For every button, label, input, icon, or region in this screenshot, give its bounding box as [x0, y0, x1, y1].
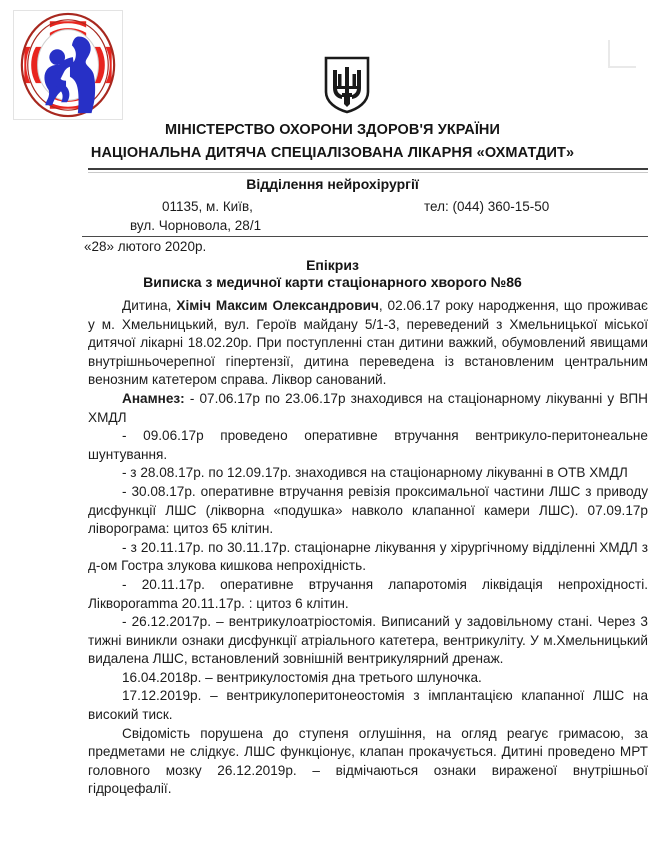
okhmatdyt-hospital-logo — [13, 10, 123, 120]
body-text-run: Дитина, — [122, 298, 177, 313]
street-address: вул. Чорновола, 28/1 — [130, 218, 262, 233]
paragraph-op-2017-12-26 — [88, 613, 648, 669]
body-text-run: Свідомість порушена до ступеня оглушіння, на огляд реагує гримасою, за предметами не слідкує. ЛШС функціонує, клапан прокачується. Дитині проведено МРТ головного мозку 26.12.2019р. – відмічаються ознаки вираженої внутрішньої гідроцефалії. — [88, 725, 648, 797]
paragraph-op-2017-08-30 — [88, 483, 648, 539]
paragraph-stay-2017-11-20 — [88, 539, 648, 576]
body-text-run: 17.12.2019р. – вентрикулоперитонеостомія з імплантацією клапанної ЛШС на високий тиск. — [88, 688, 648, 723]
crop-mark-corner — [608, 40, 636, 68]
emphasis-text: Анамнез: — [122, 390, 185, 406]
letterhead-divider-bottom — [82, 236, 648, 237]
paragraph-anamnesis — [88, 390, 648, 427]
body-text-run: - 07.06.17р по 23.06.17р знаходився на стаціонарному лікуванні у ВПН ХМДЛ — [88, 390, 648, 425]
paragraph-op-2018-04-16 — [88, 669, 648, 688]
paragraph-stay-2017-08-28 — [88, 464, 648, 483]
paragraph-op-2017-06-09 — [88, 427, 648, 464]
ukraine-trident-emblem — [324, 56, 370, 114]
body-text-run: - з 20.11.17р. по 30.11.17р. стаціонарне лікування у хірургічному відділенні ХМДЛ з д-ом Гостра злукова кишкова непрохідність. — [88, 539, 648, 574]
phone-number: тел: (044) 360-15-50 — [424, 199, 550, 214]
hospital-title: НАЦІОНАЛЬНА ДИТЯЧА СПЕЦІАЛІЗОВАНА ЛІКАРНЯ «ОХМАТДИТ» — [90, 145, 575, 161]
body-text-run: - 26.12.2017р. – вентрикулоатріостомія. Виписаний у задовільному стані. Через 3 тижні виникли ознаки дисфункції атріального катетера, вентрикуліту. У м.Хмельницький видалена ЛШС, встановлений зовнішній вентрикулярний дренаж. — [88, 614, 648, 667]
document-date: «28» лютого 2020р. — [84, 239, 207, 254]
document-subtitle: Виписка з медичної карти стаціонарного хворого №86 — [143, 274, 522, 290]
body-text-run: 16.04.2018р. – вентрикулостомія дна третього шлуночка. — [122, 669, 482, 685]
body-text-run: , 02.06.17 року народження, що проживає у м. Хмельницький, вул. Героїв майдану 5/1-3, переведений з Хмельницької міської дитячої лікарні 18.02.20р. При поступленні стан дитини важкий, обумовлений явищами внутрішньочерепної гіпертензії, дитина переведена із встановленим центральним венозним катетером справа. Ліквор санований. — [88, 298, 648, 388]
department-label: Відділення нейрохірургії — [246, 176, 419, 192]
paragraph-status — [88, 725, 648, 799]
document-title: Епікриз — [306, 257, 359, 273]
body-text-run: - 09.06.17р проведено оперативне втручання вентрикуло-перитонеальне шунтування. — [88, 428, 648, 462]
paragraph-op-2017-11-20 — [88, 576, 648, 613]
body-text-run: - 30.08.17р. оперативне втручання ревізія проксимальної частини ЛШС з приводу дисфункції ЛШС (лікворна «подушка» навколо клапанної камери ЛШС). 07.09.17р ліворограма: цитоз 65 клітин. — [88, 483, 648, 537]
postal-city: 01135, м. Київ, — [162, 199, 253, 214]
paragraph-op-2019-12-17 — [88, 687, 648, 724]
body-text-run: - з 28.08.17р. по 12.09.17р. знаходився на стаціонарному лікуванні в ОТВ ХМДЛ — [122, 465, 628, 481]
paragraph-intro — [88, 297, 648, 390]
emphasis-text: Хіміч Максим Олександрович — [176, 298, 379, 313]
body-text-run: - 20.11.17р. оперативне втручання лапаротомія ліквідація непрохідності. Ліквороramma 20.11.17р. : цитоз 6 клітин. — [88, 576, 648, 611]
document-body — [88, 297, 648, 799]
letterhead-divider-top — [88, 168, 648, 170]
ministry-title: МІНІСТЕРСТВО ОХОРОНИ ЗДОРОВ'Я УКРАЇНИ — [164, 122, 501, 138]
contact-block — [88, 199, 648, 237]
